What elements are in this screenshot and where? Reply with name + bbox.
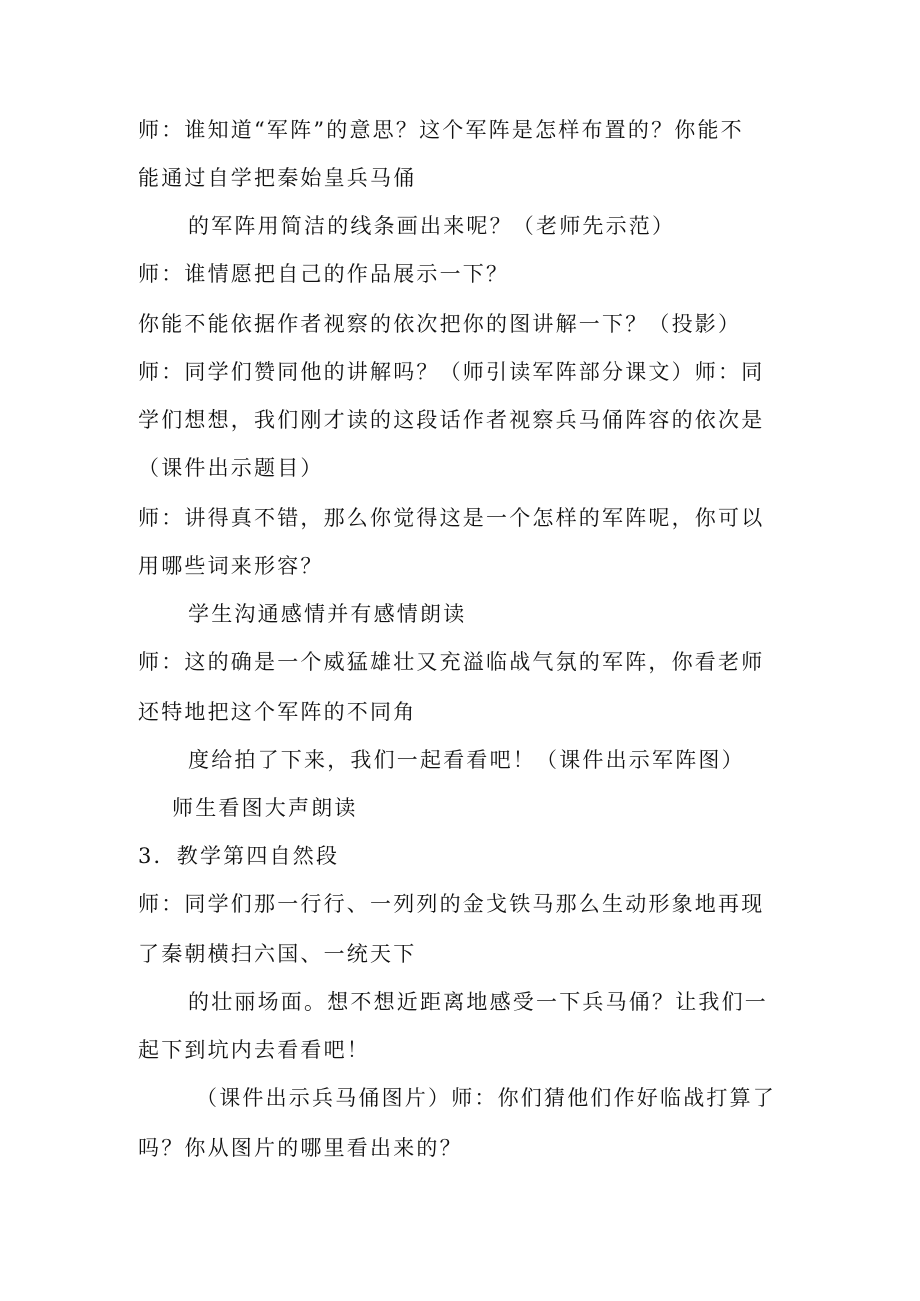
section-heading: 3．教学第四自然段 [138,844,340,868]
text-line: 师：谁知道“军阵”的意思？这个军阵是怎样布置的？你能不 [138,118,744,142]
text-line: （课件出示题目） [138,456,324,480]
text-line: 师：讲得真不错，那么你觉得这是一个怎样的军阵呢，你可以 [138,506,765,530]
text-line: 还特地把这个军阵的不同角 [138,700,417,724]
text-line: 用哪些词来形容？ [138,554,324,578]
text-line: 能通过自学把秦始皇兵马俑 [138,166,417,190]
text-line: 师：同学们那一行行、一列列的金戈铁马那么生动形象地再现 [138,892,765,916]
text-line: （课件出示兵马俑图片）师：你们猜他们作好临战打算了 [196,1086,776,1110]
text-line: 学们想想，我们刚才读的这段话作者视察兵马俑阵容的依次是 [138,408,765,432]
text-line: 起下到坑内去看看吧！ [138,1038,370,1062]
text-line: 的军阵用简洁的线条画出来呢？（老师先示范） [188,214,676,238]
text-line: 师生看图大声朗读 [172,796,358,820]
text-line: 师：同学们赞同他的讲解吗？（师引读军阵部分课文）师：同 [138,360,765,384]
text-line: 师：谁情愿把自己的作品展示一下？ [138,262,510,286]
text-line: 你能不能依据作者视察的依次把你的图讲解一下？（投影） [138,312,742,336]
text-line: 师：这的确是一个威猛雄壮又充溢临战气氛的军阵，你看老师 [138,650,765,674]
text-line: 学生沟通感情并有感情朗读 [188,602,467,626]
text-line: 度给拍了下来，我们一起看看吧！（课件出示军阵图） [188,748,745,772]
text-line: 的壮丽场面。想不想近距离地感受一下兵马俑？让我们一 [188,990,768,1014]
text-line: 吗？你从图片的哪里看出来的？ [138,1136,463,1160]
text-line: 了秦朝横扫六国、一统天下 [138,942,417,966]
